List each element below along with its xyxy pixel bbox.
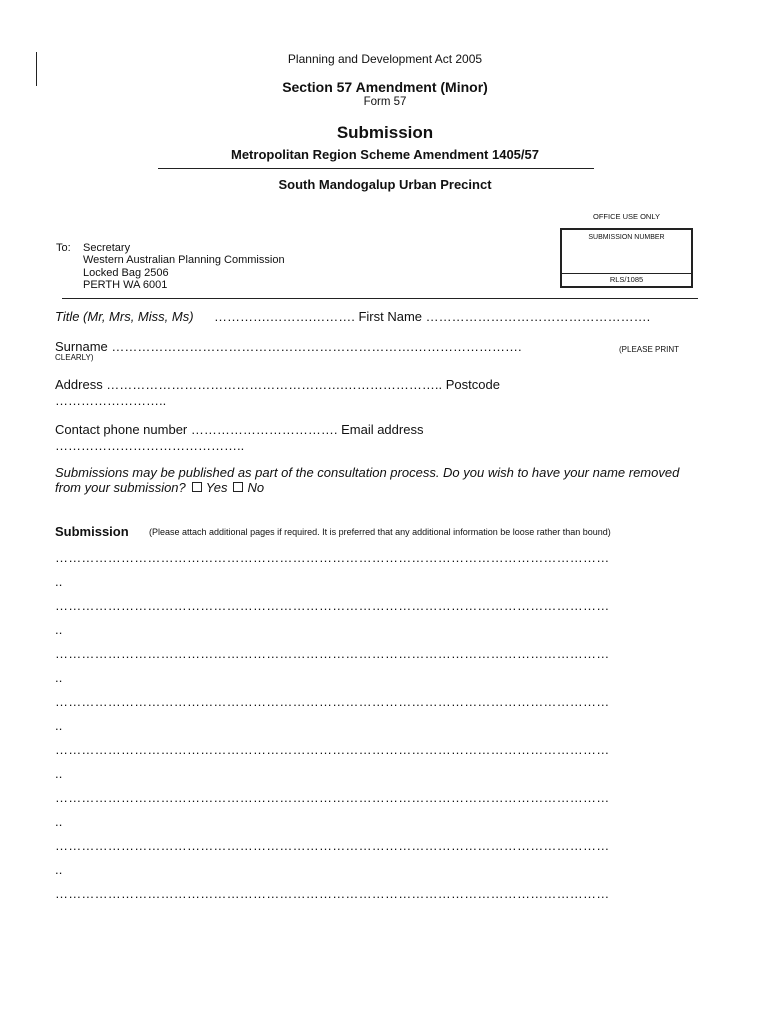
yes-checkbox[interactable] [192, 482, 202, 492]
contact-email-field[interactable]: Contact phone number ……………………………. Email address [55, 422, 424, 437]
document-title: Submission [336, 123, 434, 142]
form-number: Form 57 [363, 96, 407, 108]
clearly-note: CLEARLY) [55, 353, 94, 362]
surname-field[interactable]: Surname …………………………………………………………….……………………. [55, 339, 522, 354]
act-title: Planning and Development Act 2005 [287, 52, 483, 66]
to-label: To: [56, 242, 71, 254]
submission-line[interactable]: ……………………………………………………………………………………………………………… [55, 742, 610, 757]
title-label: Title (Mr, Mrs, Miss, Ms) [55, 309, 194, 324]
section-title: Section 57 Amendment (Minor) [282, 79, 488, 95]
scheme-amendment-title: Metropolitan Region Scheme Amendment 1405/57 [231, 147, 539, 162]
address-continuation[interactable]: …………………….. [55, 393, 167, 408]
submission-line[interactable]: ……………………………………………………………………………………………………………… [55, 646, 610, 661]
submission-heading: Submission [55, 524, 129, 539]
submission-line-continuation: .. [55, 862, 63, 877]
no-checkbox[interactable] [233, 482, 243, 492]
submission-line-continuation: .. [55, 766, 63, 781]
submission-line[interactable]: ……………………………………………………………………………………………………………… [55, 694, 610, 709]
header-divider [158, 168, 594, 169]
submission-line[interactable]: ……………………………………………………………………………………………………………… [55, 790, 610, 805]
publish-question-line2 [55, 480, 264, 495]
submission-line[interactable]: ……………………………………………………………………………………………………………… [55, 598, 610, 613]
publish-question-text: from your submission? [55, 480, 186, 495]
recipient-divider [62, 298, 698, 299]
submission-line[interactable]: ……………………………………………………………………………………………………………… [55, 838, 610, 853]
recipient-line: Western Australian Planning Commission [83, 254, 285, 267]
address-postcode-field[interactable]: Address ……………………………………………….………………….. Postcode [55, 377, 500, 392]
submission-line[interactable]: ……………………………………………………………………………………………………………… [55, 550, 610, 565]
submission-line-continuation: .. [55, 574, 63, 589]
contact-continuation[interactable]: …………………………………….. [55, 438, 245, 453]
publish-question-line1: Submissions may be published as part of the consultation process. Do you wish to have your name removed [55, 465, 680, 480]
submission-number-label: SUBMISSION NUMBER [588, 234, 665, 241]
submission-line[interactable]: ……………………………………………………………………………………………………………… [55, 886, 610, 901]
recipient-line: Locked Bag 2506 [83, 266, 169, 279]
no-label: No [247, 480, 265, 495]
please-print-note: (PLEASE PRINT [619, 345, 680, 354]
recipient-address [83, 242, 285, 292]
office-use-box [560, 228, 693, 288]
submission-line-continuation: .. [55, 718, 63, 733]
recipient-line: Secretary [83, 242, 131, 254]
title-first-name-dots[interactable]: ………….……….………. First Name ……………………………………………. [214, 309, 651, 324]
office-use-label: OFFICE USE ONLY [593, 212, 660, 221]
submission-line-continuation: .. [55, 622, 63, 637]
recipient-line: PERTH WA 6001 [83, 279, 168, 292]
submission-line-continuation: .. [55, 814, 63, 829]
submission-line-continuation: .. [55, 670, 63, 685]
precinct-title: South Mandogalup Urban Precinct [278, 177, 492, 192]
reference-number: RLS/1085 [562, 273, 691, 286]
submission-note: (Please attach additional pages if required. It is preferred that any additional information be loose rather than bound) [149, 527, 611, 537]
yes-label: Yes [205, 480, 228, 495]
